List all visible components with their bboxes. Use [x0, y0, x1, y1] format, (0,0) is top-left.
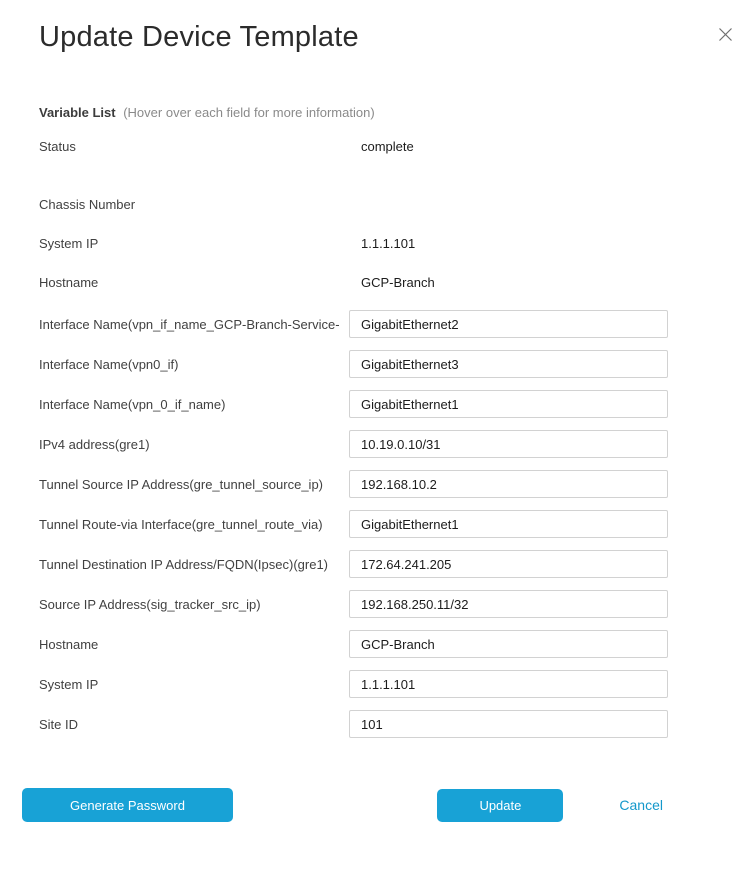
- input-field-row: [0, 310, 752, 338]
- field-label: Tunnel Source IP Address(gre_tunnel_source_ip): [39, 476, 324, 492]
- input-field-list: [0, 310, 752, 738]
- field-label: Status: [39, 139, 76, 154]
- generate-password-button[interactable]: Generate Password: [22, 788, 233, 822]
- field-input[interactable]: [349, 310, 668, 338]
- field-label: Tunnel Route-via Interface(gre_tunnel_route_via): [39, 516, 323, 532]
- field-value: complete: [361, 139, 414, 154]
- field-input[interactable]: [349, 710, 668, 738]
- field-label: Hostname: [39, 636, 99, 652]
- field-label: Interface Name(vpn_if_name_GCP-Branch-Service-: [39, 316, 340, 332]
- field-label: Hostname: [39, 275, 99, 290]
- field-input[interactable]: [349, 430, 668, 458]
- static-field-row: [0, 263, 752, 302]
- input-field-row: [0, 350, 752, 378]
- static-field-row: [0, 224, 752, 263]
- input-field-row: [0, 630, 752, 658]
- field-value: GCP-Branch: [361, 275, 435, 290]
- cancel-link[interactable]: Cancel: [619, 797, 663, 813]
- field-input[interactable]: [349, 470, 668, 498]
- input-field-row: [0, 710, 752, 738]
- footer-actions: [437, 789, 663, 822]
- input-field-row: [0, 590, 752, 618]
- field-label: Interface Name(vpn_0_if_name): [39, 396, 226, 412]
- field-label: IPv4 address(gre1): [39, 436, 150, 452]
- field-label: Site ID: [39, 716, 79, 732]
- static-field-list: [0, 127, 752, 302]
- variable-list-hint: (Hover over each field for more information): [123, 105, 375, 120]
- field-input[interactable]: [349, 510, 668, 538]
- field-input[interactable]: [349, 630, 668, 658]
- input-field-row: [0, 430, 752, 458]
- input-field-row: [0, 550, 752, 578]
- field-value: 1.1.1.101: [361, 236, 416, 251]
- variable-list-heading: Variable List: [39, 105, 116, 120]
- field-label: Tunnel Destination IP Address/FQDN(Ipsec)(gre1): [39, 556, 329, 572]
- update-button[interactable]: Update: [437, 789, 563, 822]
- field-label: Source IP Address(sig_tracker_src_ip): [39, 596, 261, 612]
- field-input[interactable]: [349, 350, 668, 378]
- close-icon[interactable]: [717, 26, 733, 42]
- modal-footer: [0, 788, 752, 822]
- field-label: Interface Name(vpn0_if): [39, 356, 179, 372]
- field-label: Chassis Number: [39, 197, 136, 212]
- field-input[interactable]: [349, 590, 668, 618]
- variable-list-header: [39, 104, 752, 121]
- field-input[interactable]: [349, 670, 668, 698]
- static-field-row: [0, 127, 752, 166]
- input-field-row: [0, 670, 752, 698]
- field-label: System IP: [39, 676, 99, 692]
- input-field-row: [0, 470, 752, 498]
- field-input[interactable]: [349, 390, 668, 418]
- input-field-row: [0, 390, 752, 418]
- update-device-template-modal: [0, 20, 752, 885]
- field-input[interactable]: [349, 550, 668, 578]
- field-label: System IP: [39, 236, 99, 251]
- modal-title: Update Device Template: [39, 21, 359, 53]
- input-field-row: [0, 510, 752, 538]
- static-field-row: [0, 185, 752, 224]
